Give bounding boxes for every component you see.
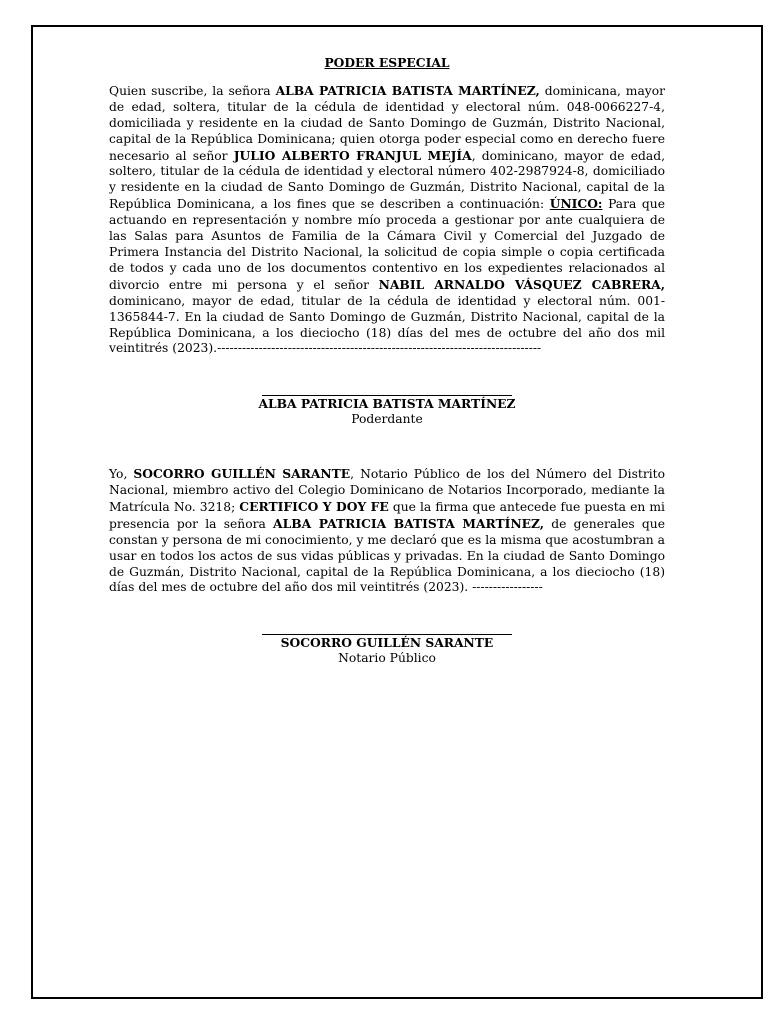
text-run: dominicana, mayor de edad, soltera, titular de la cédula de identidad y electoral núm. 048-0066227-4, domiciliada y residente en la ciudad de Santo Domingo de Guzmán, Distrito Nacional, capital de la República Dominicana; quien otorga poder especial como en derecho fuere necesario al señor: [109, 83, 666, 163]
notary-certification-paragraph: [109, 466, 665, 596]
emphasized-text-run: NABIL ARNALDO VÁSQUEZ CABRERA,: [378, 276, 665, 292]
emphasized-text-run: ALBA PATRICIA BATISTA MARTÍNEZ,: [275, 82, 540, 98]
grantor-name: ALBA PATRICIA BATISTA MARTÍNEZ: [258, 396, 516, 412]
document-page: [31, 25, 763, 999]
text-run: , dominicano, mayor de edad, soltero, titular de la cédula de identidad y electoral número 402-2987924-8, domiciliado y residente en la ciudad de Santo Domingo de Guzmán, Distrito Nacional, capital de la República Dominicana, a los fines que se describen a continuación:: [109, 148, 665, 212]
text-run: de generales que constan y persona de mi conocimiento, y me declaró que es la misma que acostumbran a usar en todos los actos de sus vidas públicas y privadas. En la ciudad de Santo Domingo de Guzmán, Distrito Nacional, capital de la República Dominicana, a los dieciocho (18) días del mes de octubre del año dos mil veintitrés (2023). -----------------: [109, 516, 665, 595]
emphasized-text-run: ÚNICO:: [549, 196, 603, 212]
notary-role: Notario Público: [338, 651, 436, 666]
notary-signature-block: [109, 634, 665, 667]
power-of-attorney-paragraph: [109, 83, 665, 357]
emphasized-text-run: JULIO ALBERTO FRANJUL MEJÍA: [233, 147, 472, 163]
notary-name: SOCORRO GUILLÉN SARANTE: [280, 635, 494, 651]
text-run: Quien suscribe, la señora: [109, 83, 276, 98]
text-run: dominicano, mayor de edad, titular de la cédula de identidad y electoral núm. 001-1365844-7. En la ciudad de Santo Domingo de Guzmán, Distrito Nacional, capital de la República Dominicana, a los dieciocho (18) días del mes de octubre del año dos mil veintitrés (2023).------------------------------------------------------------------------------: [109, 293, 665, 356]
emphasized-text-run: ALBA PATRICIA BATISTA MARTÍNEZ,: [273, 515, 545, 531]
document-title: PODER ESPECIAL: [324, 55, 450, 70]
text-run: , Notario Público de los del Número del Distrito Nacional, miembro activo del Colegio Dominicano de Notarios Incorporado, mediante la Matrícula No. 3218;: [109, 467, 665, 514]
document-content: [109, 55, 665, 667]
text-run: que la firma que antecede fue puesta en mi presencia por la señora: [109, 499, 665, 531]
emphasized-text-run: SOCORRO GUILLÉN SARANTE: [133, 466, 351, 482]
emphasized-text-run: CERTIFICO Y DOY FE: [239, 498, 389, 514]
text-run: Para que actuando en representación y nombre mío proceda a gestionar por ante cualquiera de las Salas para Asuntos de Familia de la Cámara Civil y Comercial del Juzgado de Primera Instancia del Distrito Nacional, la solicitud de copia simple o copia certificada de todos y cada uno de los documentos contentivo en los expedientes relacionados al divorcio entre mi persona y el señor: [109, 197, 665, 292]
grantor-role: Poderdante: [351, 412, 423, 427]
grantor-signature-block: [109, 395, 665, 428]
text-run: Yo,: [109, 467, 134, 482]
